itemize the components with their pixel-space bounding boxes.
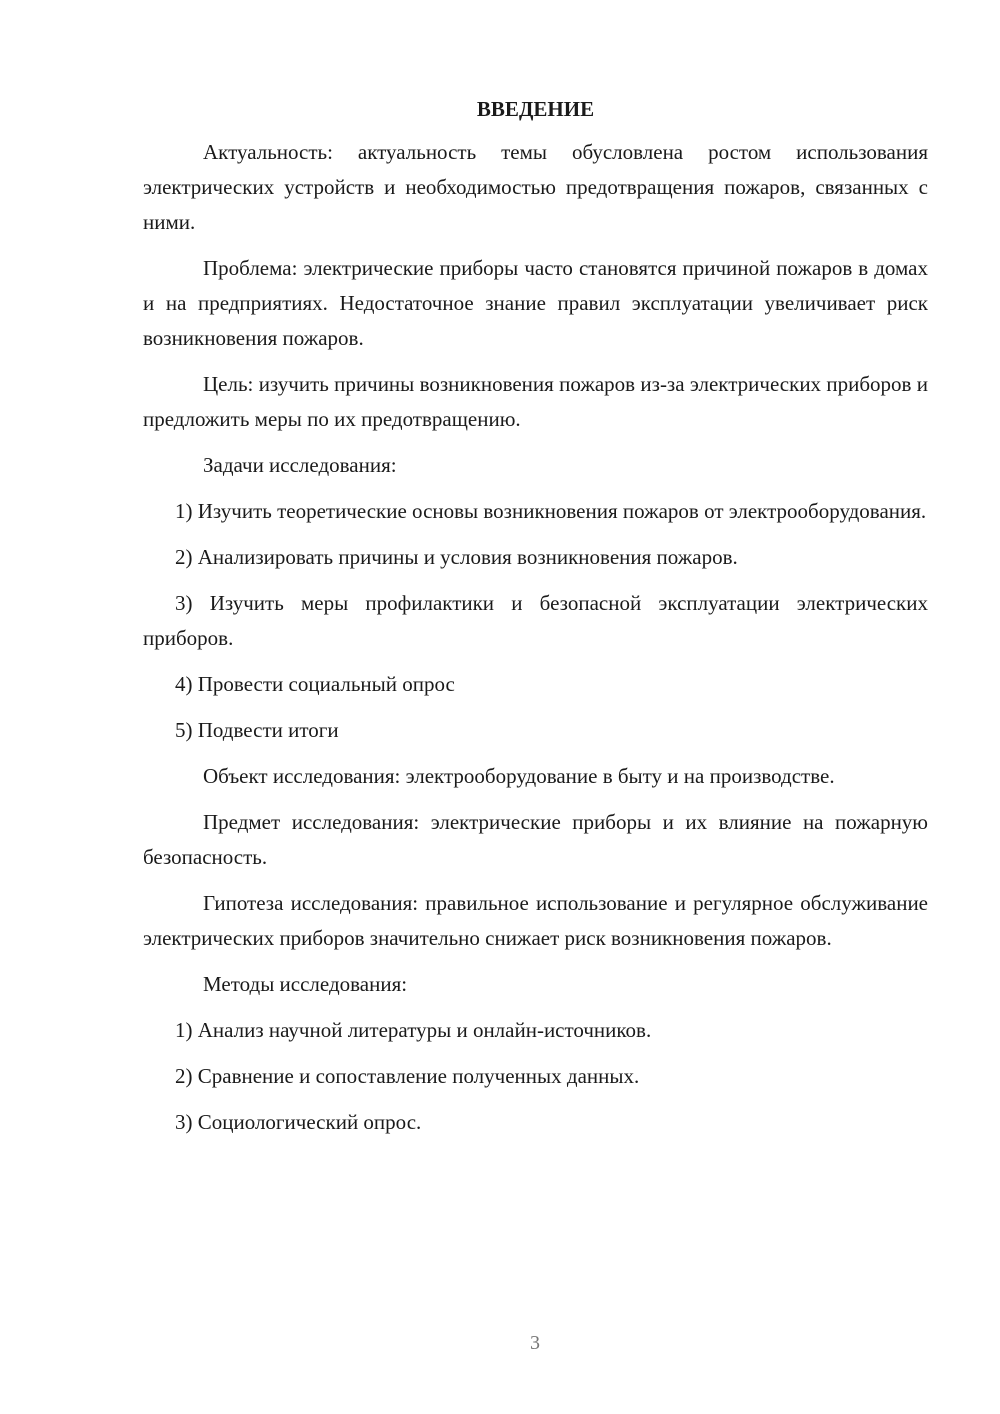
- paragraph-subject: Предмет исследования: электрические приборы и их влияние на пожарную безопасность.: [143, 810, 928, 869]
- paragraph-goal: Цель: изучить причины возникновения пожаров из-за электрических приборов и предложить меры по их предотвращению.: [143, 372, 928, 431]
- task-item-3: 3) Изучить меры профилактики и безопасной эксплуатации электрических приборов.: [143, 591, 928, 650]
- paragraph-tasks-heading: Задачи исследования:: [203, 453, 397, 477]
- task-item-5: 5) Подвести итоги: [175, 718, 339, 742]
- task-item-2: 2) Анализировать причины и условия возникновения пожаров.: [175, 545, 738, 569]
- paragraph-problem: Проблема: электрические приборы часто становятся причиной пожаров в домах и на предприятиях. Недостаточное знание правил эксплуатации увеличивает риск возникновения пожаров.: [143, 256, 928, 350]
- paragraph-object: Объект исследования: электрооборудование в быту и на производстве.: [203, 764, 835, 788]
- paragraph-methods-heading: Методы исследования:: [203, 972, 408, 996]
- task-item-1: 1) Изучить теоретические основы возникновения пожаров от электрооборудования.: [175, 499, 927, 523]
- method-item-1: 1) Анализ научной литературы и онлайн-источников.: [175, 1018, 652, 1042]
- paragraph-relevance: Актуальность: актуальность темы обусловлена ростом использования электрических устройств и необходимостью предотвращения пожаров, связанных с ними.: [143, 140, 928, 234]
- method-item-3: 3) Социологический опрос.: [175, 1110, 422, 1134]
- task-item-4: 4) Провести социальный опрос: [175, 672, 455, 696]
- document-title: ВВЕДЕНИЕ: [476, 97, 595, 121]
- page-number: 3: [530, 1332, 540, 1354]
- paragraph-hypothesis: Гипотеза исследования: правильное использование и регулярное обслуживание электрических приборов значительно снижает риск возникновения пожаров.: [143, 891, 928, 950]
- document-page: [143, 92, 928, 1151]
- method-item-2: 2) Сравнение и сопоставление полученных данных.: [175, 1064, 640, 1088]
